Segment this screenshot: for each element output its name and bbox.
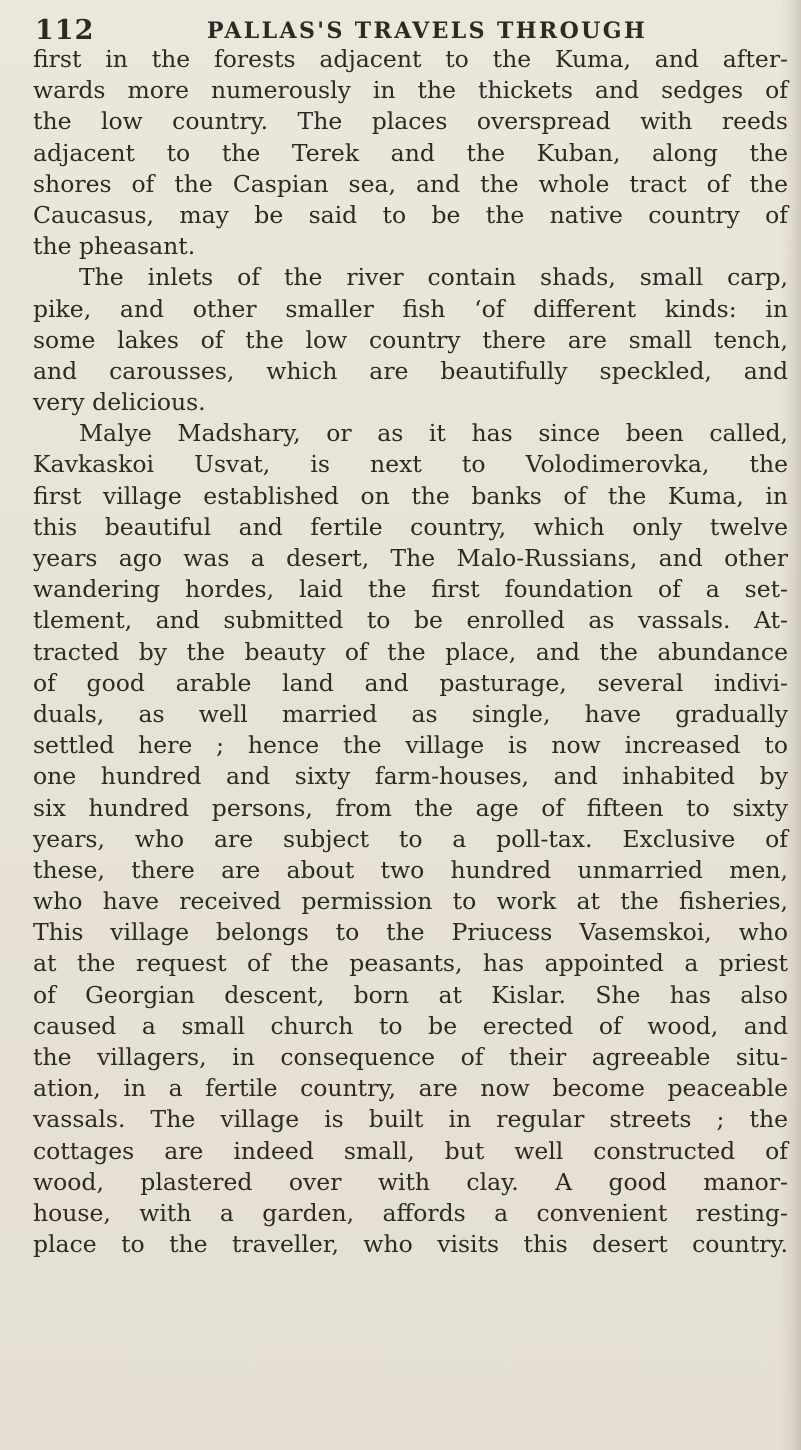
text-line: Caucasus, may be said to be the native country of [33, 200, 788, 229]
text-line: settled here ; hence the village is now increased to [33, 731, 788, 760]
text-line: Kavkaskoi Usvat, is next to Volodimerovka, the [33, 450, 788, 479]
text-line: Malye Madshary, or as it has since been called, [79, 419, 788, 448]
text-line: wood, plastered over with clay. A good manor- [33, 1167, 788, 1196]
text-line: these, there are about two hundred unmarried men, [33, 855, 788, 884]
text-line: tlement, and submitted to be enrolled as vassals. At- [33, 606, 788, 635]
text-line: place to the traveller, who visits this desert country. [33, 1230, 788, 1259]
text-line: shores of the Caspian sea, and the whole tract of the [33, 169, 788, 198]
text-line: first in the forests adjacent to the Kuma, and after- [33, 45, 788, 73]
text-line: adjacent to the Terek and the Kuban, along the [33, 138, 788, 167]
running-head [35, 15, 775, 47]
text-line: duals, as well married as single, have gradually [33, 699, 788, 728]
text-line: house, with a garden, affords a convenient resting- [33, 1198, 788, 1227]
text-line: This village belongs to the Priucess Vasemskoi, who [33, 918, 788, 947]
text-line: the low country. The places overspread with reeds [33, 107, 788, 136]
text-line: the pheasant. [33, 232, 196, 261]
text-line: cottages are indeed small, but well constructed of [33, 1136, 788, 1165]
text-line: one hundred and sixty farm-houses, and inhabited by [33, 762, 788, 791]
text-line: the villagers, in consequence of their agreeable situ- [33, 1043, 788, 1071]
text-line: at the request of the peasants, has appointed a priest [33, 949, 788, 978]
page-number: 112 [35, 15, 95, 46]
text-line: years ago was a desert, The Malo-Russians, and other [33, 544, 788, 572]
text-line: some lakes of the low country there are small tench, [33, 325, 788, 354]
text-line: very delicious. [33, 388, 206, 417]
text-line: caused a small church to be erected of wood, and [33, 1011, 788, 1040]
text-line: six hundred persons, from the age of fifteen to sixty [33, 793, 788, 822]
running-head-title: PALLAS'S TRAVELS THROUGH [207, 18, 648, 44]
text-line: first village established on the banks of the Kuma, in [33, 481, 788, 510]
text-line: The inlets of the river contain shads, small carp, [79, 263, 788, 292]
text-line: vassals. The village is built in regular streets ; the [33, 1105, 788, 1134]
text-line: and carousses, which are beautifully speckled, and [33, 356, 788, 385]
text-line: wandering hordes, laid the first foundation of a set- [33, 575, 788, 604]
text-line: wards more numerously in the thickets and sedges of [33, 76, 788, 105]
text-line: of good arable land and pasturage, several indivi- [33, 668, 788, 697]
text-line: of Georgian descent, born at Kislar. She has also [33, 980, 788, 1009]
text-line: tracted by the beauty of the place, and the abundance [33, 637, 788, 666]
text-line: ation, in a fertile country, are now become peaceable [33, 1074, 788, 1103]
text-line: pike, and other smaller fish ‘of different kinds: in [33, 294, 788, 323]
text-line: years, who are subject to a poll-tax. Exclusive of [33, 824, 788, 853]
text-line: this beautiful and fertile country, which only twelve [33, 512, 788, 541]
text-line: who have received permission to work at the fisheries, [33, 887, 788, 916]
body-text [33, 44, 788, 1260]
